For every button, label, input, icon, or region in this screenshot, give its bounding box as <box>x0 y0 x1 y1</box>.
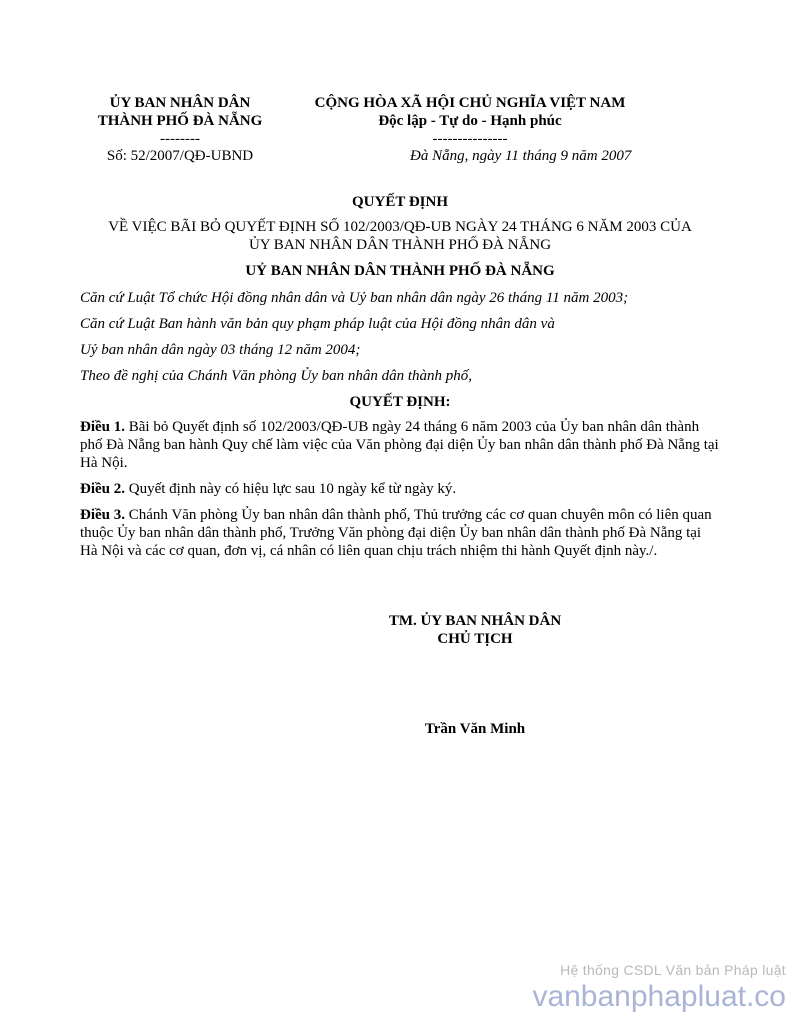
site-watermark <box>532 962 786 1016</box>
nation-name: CỘNG HÒA XÃ HỘI CHỦ NGHĨA VIỆT NAM <box>314 95 626 111</box>
motto-divider: --------------- <box>432 131 508 147</box>
article-text: Chánh Văn phòng Ủy ban nhân dân thành phố, Thủ trưởng các cơ quan chuyên môn có liên quan thuộc Ủy ban nhân dân thành phố, Trưởng Văn phòng đại diện Ủy ban nhân dân thành phố Đà Nẵng tại Hà Nội và các cơ quan, đơn vị, cá nhân có liên quan chịu trách nhiệm thi hành Quyết định này./. <box>80 507 712 559</box>
issuer-heading: UỶ BAN NHÂN DÂN THÀNH PHỐ ĐÀ NẴNG <box>245 263 555 279</box>
article-3 <box>80 506 720 560</box>
signer-name: Trần Văn Minh <box>424 721 526 737</box>
motto: Độc lập - Tự do - Hạnh phúc <box>378 113 562 129</box>
articles <box>80 418 720 560</box>
preamble-line: Căn cứ Luật Ban hành văn bản quy phạm pháp luật của Hội đồng nhân dân và <box>80 316 555 332</box>
article-2 <box>80 480 720 498</box>
issue-date: Đà Nẵng, ngày 11 tháng 9 năm 2007 <box>410 148 632 164</box>
preamble <box>80 289 720 385</box>
preamble-line: Theo đề nghị của Chánh Văn phòng Ủy ban nhân dân thành phố, <box>80 368 473 384</box>
article-label: Điều 1. <box>80 419 125 435</box>
org-name-line2: THÀNH PHỐ ĐÀ NẴNG <box>97 113 263 129</box>
org-name-line1: ỦY BAN NHÂN DÂN <box>109 95 251 111</box>
watermark-domain: vanbanphapluat.co <box>532 980 786 1013</box>
signature-on-behalf: TM. ỦY BAN NHÂN DÂN <box>388 613 562 629</box>
signature-position: CHỦ TỊCH <box>437 631 513 647</box>
org-divider: -------- <box>160 131 200 147</box>
document-number: Số: 52/2007/QĐ-UBND <box>106 148 254 164</box>
article-label: Điều 2. <box>80 481 125 497</box>
article-1 <box>80 418 720 472</box>
subject-line1: VỀ VIỆC BÃI BỎ QUYẾT ĐỊNH SỐ 102/2003/QĐ-UB NGÀY 24 THÁNG 6 NĂM 2003 CỦA <box>108 219 692 235</box>
national-motto-block <box>280 94 660 148</box>
article-text: Quyết định này có hiệu lực sau 10 ngày kể từ ngày ký. <box>125 481 457 497</box>
decision-heading: QUYẾT ĐỊNH: <box>349 394 451 410</box>
subject-line2: ỦY BAN NHÂN DÂN THÀNH PHỐ ĐÀ NẴNG <box>248 237 552 253</box>
issuing-org-block <box>80 94 280 148</box>
article-text: Bãi bỏ Quyết định số 102/2003/QĐ-UB ngày 24 tháng 6 năm 2003 của Ủy ban nhân dân thành phố Đà Nẵng ban hành Quy chế làm việc của Văn phòng đại diện Ủy ban nhân dân thành phố Đà Nẵng tại Hà Nội. <box>80 419 719 471</box>
watermark-caption: Hệ thống CSDL Văn bản Pháp luật <box>560 962 786 978</box>
preamble-line: Uỷ ban nhân dân ngày 03 tháng 12 năm 2004; <box>80 342 361 358</box>
signature-block <box>360 612 590 648</box>
preamble-line: Căn cứ Luật Tổ chức Hội đồng nhân dân và Uỷ ban nhân dân ngày 26 tháng 11 năm 2003; <box>80 290 629 306</box>
document-subject <box>80 218 720 254</box>
article-label: Điều 3. <box>80 507 125 523</box>
document-type: QUYẾT ĐỊNH <box>352 194 448 210</box>
